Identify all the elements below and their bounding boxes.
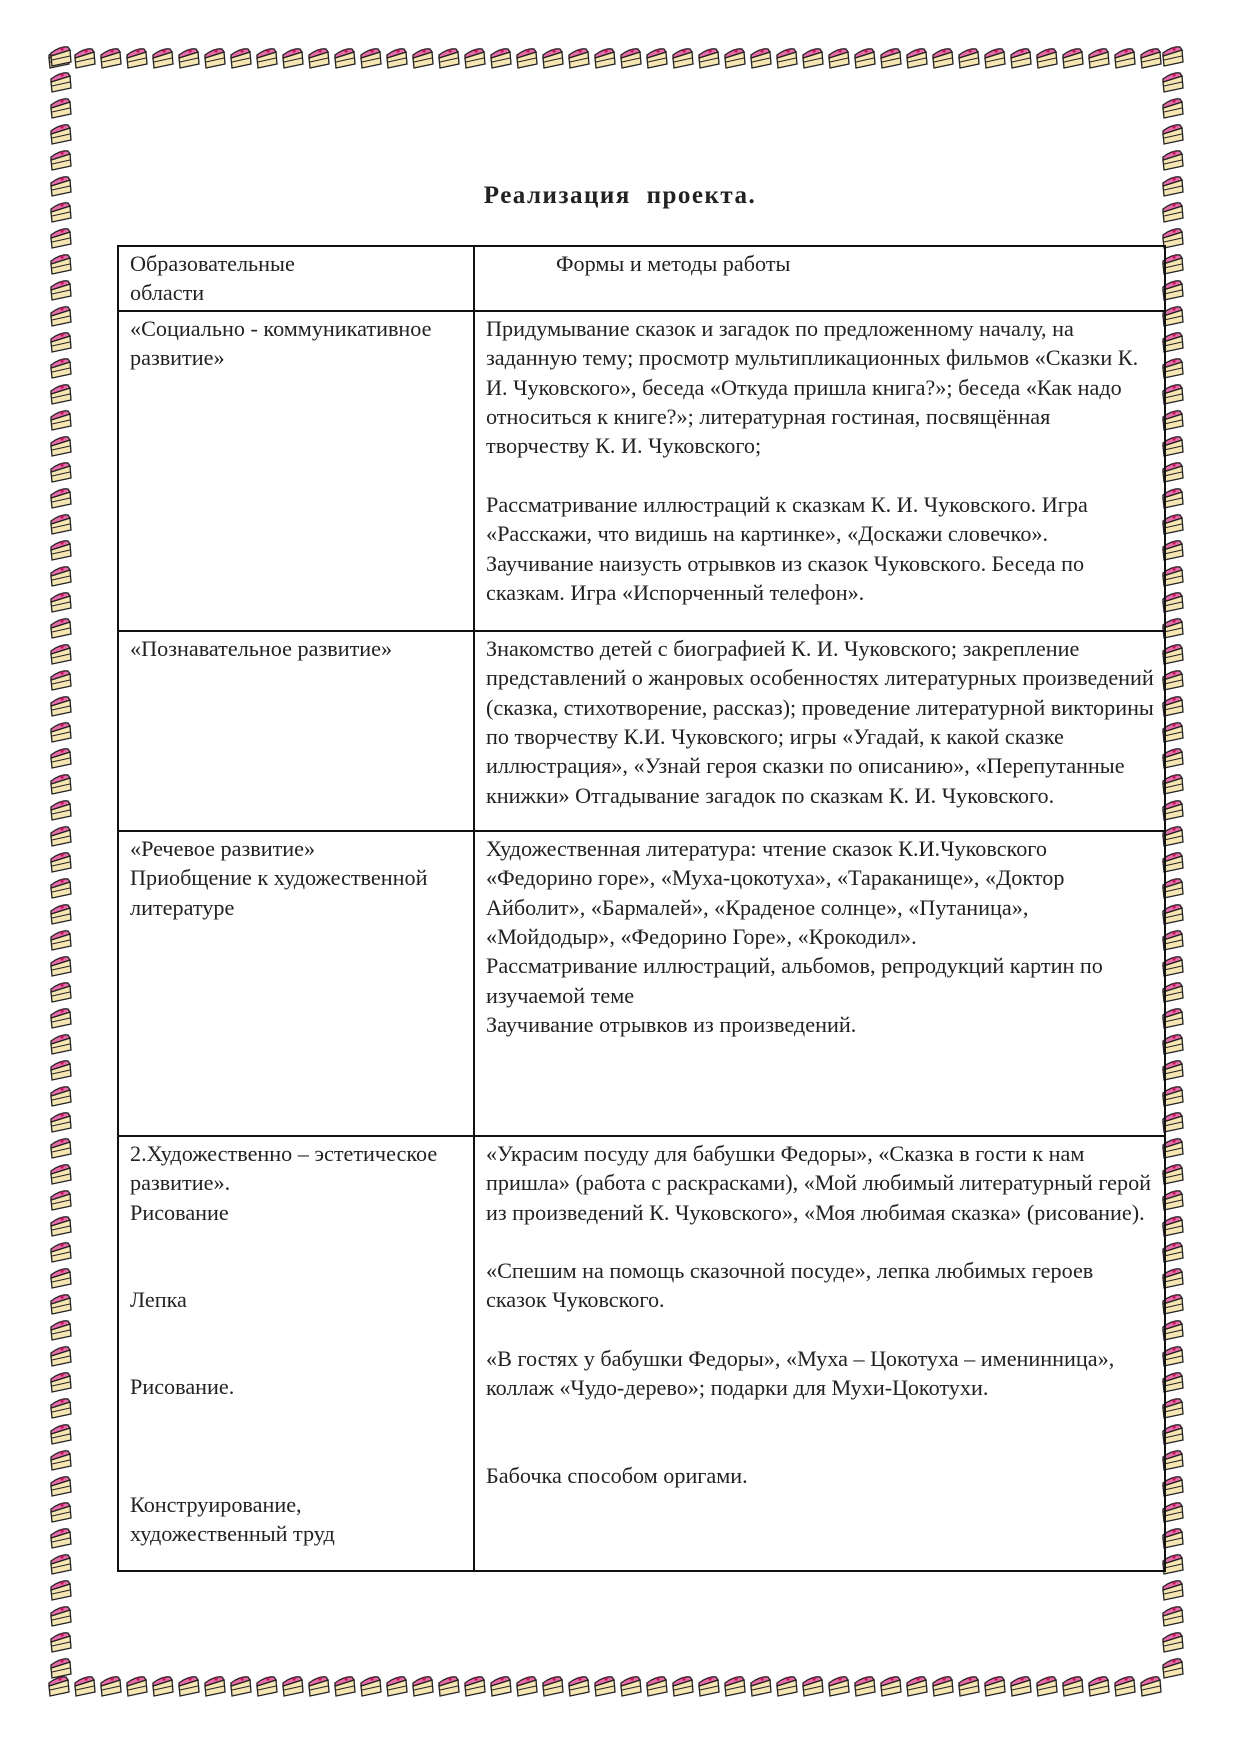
- page-border-left: [46, 44, 76, 1700]
- table-row: [118, 311, 1165, 631]
- header-col1-label: Образовательные области: [130, 251, 295, 306]
- area-speech-sub: Приобщение к художественной литературе: [130, 865, 428, 920]
- header-methods: [474, 246, 1165, 311]
- methods-cognitive: Знакомство детей с биографией К. И. Чуковского; закрепление представлений о жанровых особенностях литературных произведений (сказка, стихотворение, рассказ); проведение литературной викторины по творчеству К.И. Чуковского; игры «Угадай, к какой сказке иллюстрация», «Узнай героя сказки по описанию», «Перепутанные книжки» Отгадывание загадок по сказкам К. И. Чуковского.: [486, 635, 1154, 808]
- methods-speech-1: Художественная литература: чтение сказок К.И.Чуковского «Федорино горе», «Муха-цокотуха», «Тараканище», «Доктор Айболит», «Бармалей», «Краденое солнце», «Путаница», «Мойдодыр», «Федорино Горе», «Крокодил».: [486, 835, 1065, 950]
- header-areas: [118, 246, 474, 311]
- area-art-drawing-2: Рисование.: [130, 1374, 235, 1400]
- area-art-drawing: Рисование: [130, 1199, 229, 1225]
- cake-slice-icon: [46, 44, 76, 1700]
- table-row: [118, 831, 1165, 1136]
- area-speech: «Речевое развитие»: [130, 835, 316, 861]
- methods-social-2: Рассматривание иллюстраций к сказкам К. И. Чуковского. Игра «Расскажи, что видишь на картинке», «Доскажи словечко». Заучивание наизусть отрывков из сказок Чуковского. Беседа по сказкам. Игра «Испорченный телефон».: [486, 491, 1088, 606]
- header-col2-label: Формы и методы работы: [556, 251, 791, 276]
- methods-art-1: «Украсим посуду для бабушки Федоры», «Сказка в гости к нам пришла» (работа с раскрасками), «Мой любимый литературный герой из произведений К. Чуковского», «Моя любимая сказка» (рисование).: [486, 1140, 1152, 1225]
- project-table: [117, 245, 1166, 1572]
- methods-art-2: «Спешим на помощь сказочной посуде», лепка любимых героев сказок Чуковского.: [486, 1258, 1094, 1313]
- table-row: [118, 631, 1165, 831]
- area-art-construction: Конструирование, художественный труд: [130, 1491, 335, 1547]
- table-header-row: [118, 246, 1165, 311]
- methods-art-4: Бабочка способом оригами.: [486, 1462, 748, 1488]
- area-art-modeling: Лепка: [130, 1287, 187, 1313]
- page-border-bottom: [46, 1672, 1186, 1700]
- area-cognitive: «Познавательное развитие»: [130, 635, 393, 661]
- methods-speech-3: Заучивание отрывков из произведений.: [486, 1012, 857, 1038]
- page-border-top: [46, 44, 1186, 72]
- cake-slice-icon: [46, 44, 1186, 72]
- area-social: «Социально - коммуникативное развитие»: [130, 315, 432, 371]
- area-art: 2.Художественно – эстетическое развитие».: [130, 1140, 438, 1196]
- methods-social-1: Придумывание сказок и загадок по предложенному началу, на заданную тему; просмотр мультипликационных фильмов «Сказки К. И. Чуковского», беседа «Откуда пришла книга?»; беседа «Как надо относиться к книге?»; литературная гостиная, посвящённая творчеству К. И. Чуковского;: [486, 315, 1139, 459]
- table-row: [118, 1136, 1165, 1571]
- cake-slice-icon: [46, 1672, 1186, 1700]
- page-title: Реализация проекта.: [483, 182, 757, 209]
- methods-speech-2: Рассматривание иллюстраций, альбомов, репродукций картин по изучаемой теме: [486, 953, 1103, 1008]
- methods-art-3: «В гостях у бабушки Федоры», «Муха – Цокотуха – именинница», коллаж «Чудо-дерево»; подарки для Мухи-Цокотухи.: [486, 1345, 1115, 1401]
